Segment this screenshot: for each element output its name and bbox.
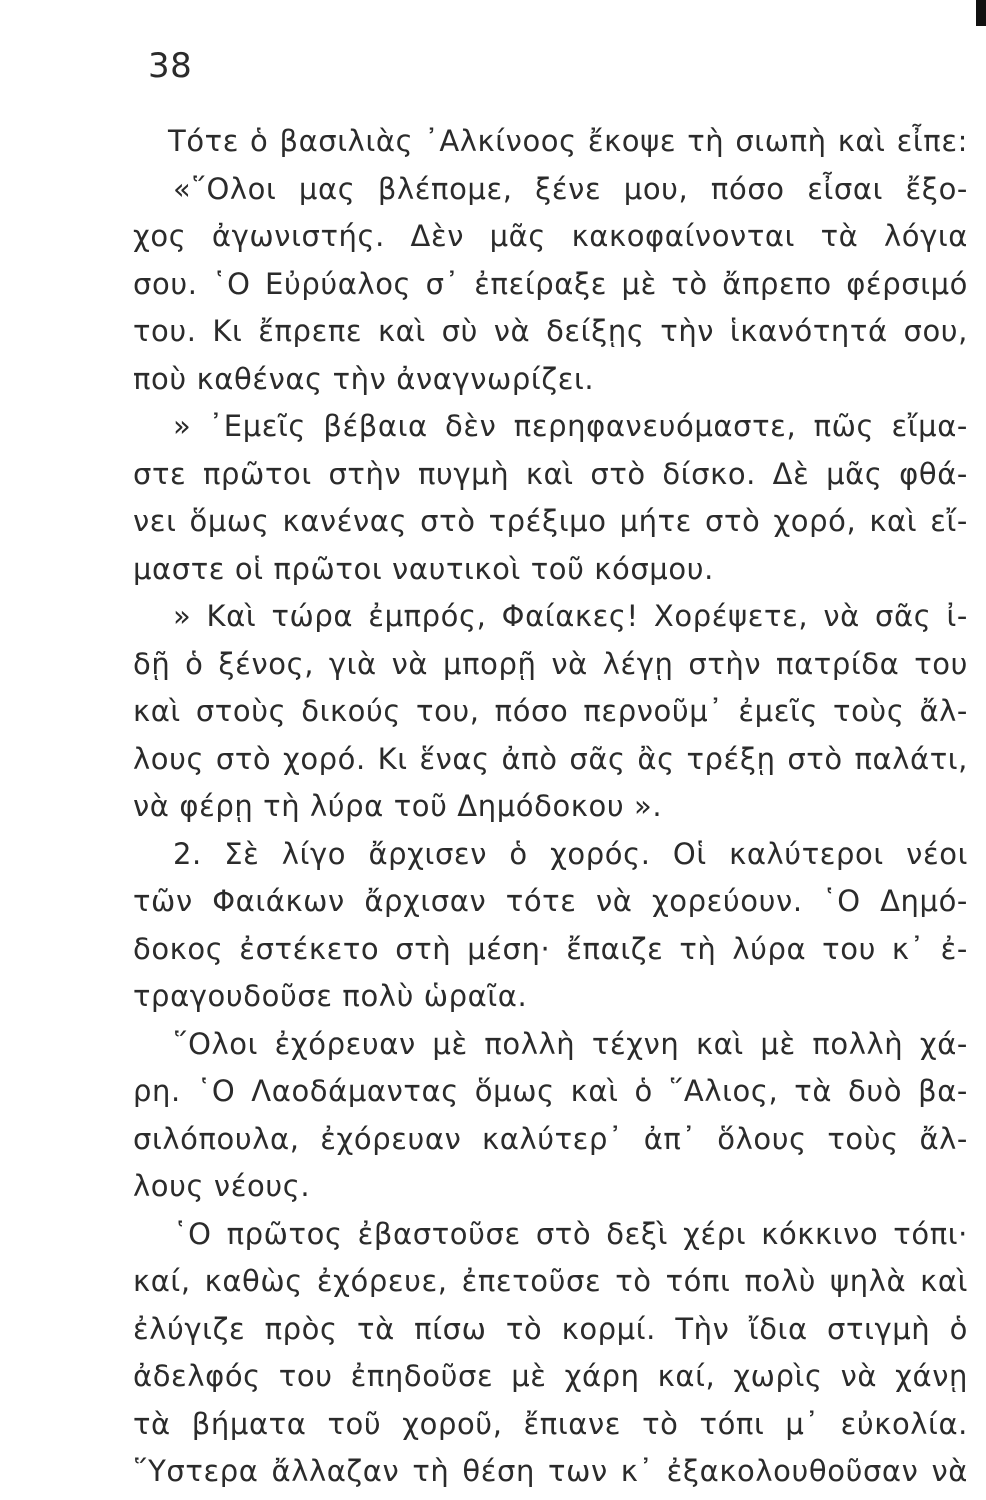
text-line: μαστε οἱ πρῶτοι ναυτικοὶ τοῦ κόσμου.	[133, 551, 714, 586]
body-text	[128, 118, 968, 1496]
text-line: τραγουδοῦσε πολὺ ὡραῖα.	[133, 979, 528, 1013]
text-line: ποὺ καθένας τὴν ἀναγνωρίζει.	[133, 361, 595, 396]
text-line: σιλόπουλα, ἐχόρευαν καλύτερ᾿ ἀπ᾿ ὅλους τοὺς ἄλ-	[133, 1121, 968, 1156]
text-line: σου. ῾Ο Εὐρύαλος σ᾿ ἐπείραξε μὲ τὸ ἄπρεπο φέρσιμό	[133, 266, 968, 301]
text-line: δοκος ἐστέκετο στὴ μέση· ἔπαιζε τὴ λύρα του κ᾿ ἐ-	[133, 931, 968, 966]
text-line: ῾Ο πρῶτος ἐβαστοῦσε στὸ δεξὶ χέρι κόκκινο τόπι·	[173, 1216, 968, 1251]
text-line: ἐλύγιζε πρὸς τὰ πίσω τὸ κορμί. Τὴν ἴδια στιγμὴ ὁ	[133, 1311, 968, 1346]
text-line: καί, καθὼς ἐχόρευε, ἐπετοῦσε τὸ τόπι πολὺ ψηλὰ καὶ	[133, 1264, 968, 1298]
page-number: 38	[148, 46, 193, 86]
text-line: δῇ ὁ ξένος, γιὰ νὰ μπορῇ νὰ λέγῃ στὴν πατρίδα του	[133, 646, 968, 681]
text-line: ρη. ῾Ο Λαοδάμαντας ὅμως καὶ ὁ ῞Αλιος, τὰ δυὸ βα-	[133, 1074, 968, 1108]
text-line: του. Κι ἔπρεπε καὶ σὺ νὰ δείξῃς τὴν ἱκανότητά σου,	[133, 314, 968, 348]
text-line: ἀδελφός του ἐπηδοῦσε μὲ χάρη καί, χωρὶς νὰ χάνῃ	[133, 1359, 968, 1393]
text-line: ῞Ολοι ἐχόρευαν μὲ πολλὴ τέχνη καὶ μὲ πολλὴ χά-	[173, 1026, 968, 1061]
page-edge-mark	[976, 0, 986, 26]
text-line: » Καὶ τώρα ἐμπρός, Φαίακες! Χορέψετε, νὰ σᾶς ἰ-	[173, 599, 968, 633]
text-line: » ᾿Εμεῖς βέβαια δὲν περηφανευόμαστε, πῶς εἴμα-	[173, 409, 968, 443]
text-line: τὰ βήματα τοῦ χοροῦ, ἔπιανε τὸ τόπι μ᾿ εὐκολία.	[133, 1406, 968, 1441]
text-line: στε πρῶτοι στὴν πυγμὴ καὶ στὸ δίσκο. Δὲ μᾶς φθά-	[133, 456, 968, 491]
text-line: ῞Υστερα ἄλλαζαν τὴ θέση των κ᾿ ἐξακολουθοῦσαν νὰ	[133, 1454, 968, 1488]
text-line: τῶν Φαιάκων ἄρχισαν τότε νὰ χορεύουν. ῾Ο Δημό-	[133, 884, 968, 918]
text-line: καὶ στοὺς δικούς του, πόσο περνοῦμ᾿ ἐμεῖς τοὺς ἄλ-	[133, 694, 968, 728]
text-line: νει ὅμως κανένας στὸ τρέξιμο μήτε στὸ χορό, καὶ εἴ-	[133, 504, 968, 538]
text-line: χος ἀγωνιστής. Δὲν μᾶς κακοφαίνονται τὰ λόγια	[133, 219, 968, 253]
text-line: λους στὸ χορό. Κι ἕνας ἀπὸ σᾶς ἂς τρέξῃ στὸ παλάτι,	[133, 741, 968, 776]
text-line: «῞Ολοι μας βλέπομε, ξένε μου, πόσο εἶσαι ἔξο-	[173, 171, 968, 206]
text-line: νὰ φέρῃ τὴ λύρα τοῦ Δημόδοκου ».	[133, 789, 663, 823]
text-line: 2. Σὲ λίγο ἄρχισεν ὁ χορός. Οἱ καλύτεροι νέοι	[173, 836, 968, 871]
text-line: Τότε ὁ βασιλιὰς ᾿Αλκίνοος ἔκοψε τὴ σιωπὴ καὶ εἶπε:	[168, 124, 968, 158]
text-line: λους νέους.	[133, 1169, 311, 1203]
